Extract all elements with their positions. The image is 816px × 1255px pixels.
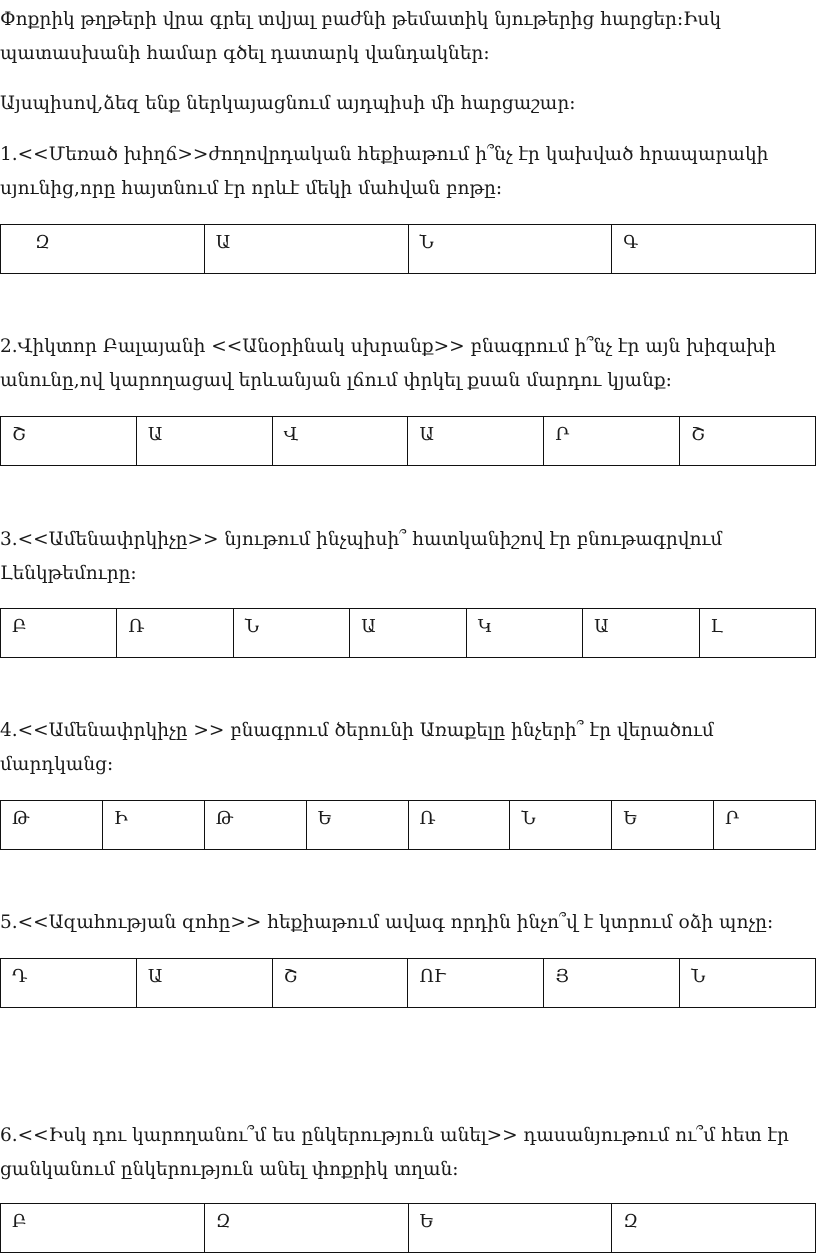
- answer-cell: Ա: [204, 225, 408, 274]
- answer-grid-6: [0, 1203, 816, 1253]
- answer-cell: Ա: [583, 609, 699, 658]
- answer-cell: Դ: [1, 959, 137, 1008]
- answer-cell: Ա: [408, 417, 544, 466]
- answer-cell: Ի: [102, 801, 204, 850]
- answer-cell: Ե: [612, 801, 714, 850]
- question-3-text: 3.<<Ամենափրկիչը>> նյութում ինչպիսի՞ հատկանիշով էր բնութագրվում Լենկթեմուրը:: [0, 529, 723, 584]
- answer-cell: Շ: [1, 417, 137, 466]
- answer-cell: Ն: [408, 225, 612, 274]
- answer-cell: Բ: [1, 1204, 205, 1253]
- question-2-text: 2.Վիկտոր Բալայանի <<Անօրինակ սխրանք>> բնագրում ի՞նչ էր այն խիզախի անունը,ով կարողացավ երևանյան լճում փրկել քսան մարդու կյանք:: [0, 336, 776, 391]
- intro-sentence: Այսպիսով,ձեզ ենք ներկայացնում այդպիսի մի հարցաշար:: [0, 93, 576, 114]
- answer-cell: Թ: [204, 801, 306, 850]
- answer-cell: Կ: [466, 609, 582, 658]
- question-1-text: 1.<<Մեռած խիղճ>>ժողովրդական հեքիաթում ի՞նչ էր կախված հրապարակի սյունից,որը հայտնում էր որևէ մեկի մահվան բոթը:: [0, 144, 769, 199]
- answer-cell: Ր: [544, 417, 680, 466]
- answer-grid-4: [0, 800, 816, 850]
- answer-cell: Ա: [136, 417, 272, 466]
- answer-cell: Բ: [1, 609, 117, 658]
- answer-cell: Ն: [510, 801, 612, 850]
- question-4-text: 4.<<Ամենափրկիչը >> բնագրում ծերունի Առաքելը ինչերի՞ էր վերածում մարդկանց:: [0, 720, 714, 775]
- answer-grid-5: [0, 958, 816, 1008]
- answer-cell: Գ: [612, 225, 816, 274]
- answer-cell: Ն: [680, 959, 816, 1008]
- answer-cell: Վ: [272, 417, 408, 466]
- answer-cell: Ն: [233, 609, 349, 658]
- answer-grid-2: [0, 416, 816, 466]
- answer-cell: Ե: [306, 801, 408, 850]
- answer-cell: Ռ: [408, 801, 510, 850]
- answer-cell: Յ: [544, 959, 680, 1008]
- answer-cell: Ա: [136, 959, 272, 1008]
- answer-cell: Շ: [272, 959, 408, 1008]
- answer-cell: Թ: [1, 801, 103, 850]
- intro-paragraph: Փոքրիկ թղթերի վրա գրել տվյալ բաժնի թեմատիկ նյութերից հարցեր:Իսկ պատասխանի համար գծել դատարկ վանդակներ:: [0, 9, 721, 64]
- answer-cell: Ե: [408, 1204, 612, 1253]
- question-5-text: 5.<<Ազահության զոհը>> հեքիաթում ավագ որդին ինչո՞վ է կտրում օձի պոչը:: [0, 912, 774, 933]
- answer-cell: Զ: [1, 225, 205, 274]
- answer-grid-3: [0, 608, 816, 658]
- answer-cell: Զ: [204, 1204, 408, 1253]
- answer-cell: Զ: [612, 1204, 816, 1253]
- question-6-text: 6.<<Իսկ դու կարողանու՞մ ես ընկերություն անել>> դասանյութում ու՞մ հետ էր ցանկանում ընկերություն անել փոքրիկ տղան:: [0, 1125, 789, 1180]
- answer-cell: ՈՒ: [408, 959, 544, 1008]
- answer-cell: Լ: [699, 609, 815, 658]
- answer-cell: Ր: [714, 801, 816, 850]
- answer-cell: Շ: [680, 417, 816, 466]
- answer-cell: Ա: [350, 609, 466, 658]
- answer-cell: Ռ: [117, 609, 233, 658]
- answer-grid-1: [0, 224, 816, 274]
